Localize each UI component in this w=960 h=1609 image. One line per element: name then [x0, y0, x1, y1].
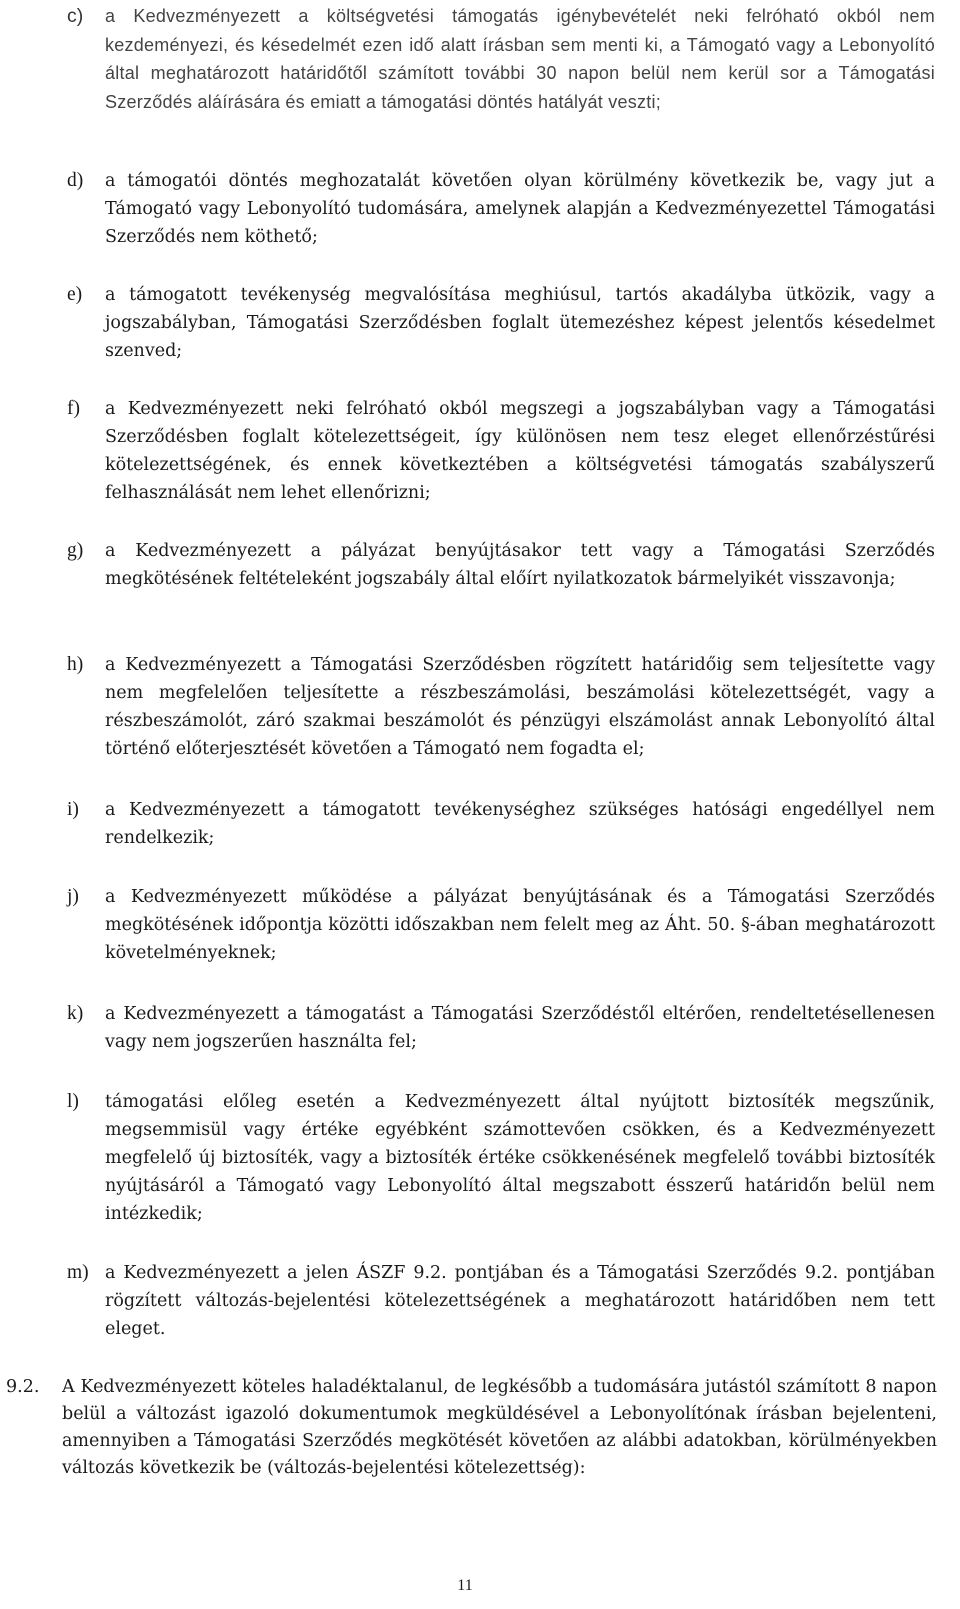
- list-marker: m): [67, 1262, 89, 1283]
- list-item-text: a Kedvezményezett a támogatást a Támogatási Szerződéstől eltérően, rendeltetésellenesen vagy nem jogszerűen használta fel;: [105, 1004, 935, 1052]
- list-marker: l): [67, 1091, 79, 1112]
- list-item-text: a támogatói döntés meghozatalát követően olyan körülmény következik be, vagy jut a Támogató vagy Lebonyolító tudomására, amelynek alapján a Kedvezményezettel Támogatási Szerződés nem köthető;: [105, 171, 935, 247]
- list-item-text: a Kedvezményezett a pályázat benyújtásakor tett vagy a Támogatási Szerződés megkötésének feltételeként jogszabály által előírt nyilatkozatok bármelyikét visszavonja;: [105, 541, 935, 589]
- list-marker: i): [67, 799, 79, 820]
- section-text: A Kedvezményezett köteles haladéktalanul, de legkésőbb a tudomására jutástól számított 8 napon belül a változást igazoló dokumentumok megküldésével a Lebonyolítónak írásban bejelenteni, amennyiben a Támogatási Szerződés megkötését követően az alábbi adatokban, körülményekben változás következik be (változás-bejelentési kötelezettség):: [62, 1377, 937, 1478]
- list-item-text: a Kedvezményezett a Támogatási Szerződésben rögzített határidőig sem teljesítette vagy nem megfelelően teljesítette a részbeszámolási, beszámolási kötelezettségét, vagy a részbeszámolót, záró szakmai beszámolót és pénzügyi elszámolást annak Lebonyolító által történő előterjesztését követően a Támogató nem fogadta el;: [105, 655, 935, 759]
- list-item-text: a Kedvezményezett a költségvetési támogatás igénybevételét neki felróható okból nem kezdeményezi, és késedelmét ezen idő alatt írásban sem menti ki, a Támogató vagy a Lebonyolító által meghatározott határidőtől számított további 30 napon belül nem kerül sor a Támogatási Szerződés aláírására és emiatt a támogatási döntés hatályát veszti;: [105, 6, 935, 112]
- list-marker: g): [67, 540, 84, 561]
- list-marker: h): [67, 654, 84, 675]
- section-number: 9.2.: [6, 1377, 40, 1397]
- page-number: 11: [457, 1577, 473, 1594]
- list-item-text: a támogatott tevékenység megvalósítása meghiúsul, tartós akadályba ütközik, vagy a jogszabályban, Támogatási Szerződésben foglalt ütemezéshez képest jelentős késedelmet szenved;: [105, 285, 935, 361]
- list-marker: f): [67, 398, 80, 419]
- list-item-text: a Kedvezményezett működése a pályázat benyújtásának és a Támogatási Szerződés megkötésének időpontja közötti időszakban nem felelt meg az Áht. 50. §-ában meghatározott követelményeknek;: [105, 887, 935, 963]
- list-marker: k): [67, 1003, 84, 1024]
- list-item-text: a Kedvezményezett neki felróható okból megszegi a jogszabályban vagy a Támogatási Szerződésben foglalt kötelezettségeit, így különösen nem tesz eleget ellenőrzéstűrési kötelezettségének, és ennek következtében a költségvetési támogatás szabályszerű felhasználását nem lehet ellenőrizni;: [105, 399, 935, 503]
- list-marker: c): [67, 5, 84, 27]
- list-marker: j): [67, 886, 79, 907]
- list-marker: d): [67, 170, 84, 191]
- list-item-text: támogatási előleg esetén a Kedvezményezett által nyújtott biztosíték megszűnik, megsemmisül vagy értéke egyébként számottevően csökken, és a Kedvezményezett megfelelő új biztosíték, vagy a biztosíték értéke csökkenésének megfelelő további biztosíték nyújtásáról a Támogató vagy Lebonyolító által megszabott ésszerű határidőn belül nem intézkedik;: [105, 1092, 935, 1224]
- list-marker: e): [67, 284, 83, 305]
- list-item-text: a Kedvezményezett a támogatott tevékenységhez szükséges hatósági engedéllyel nem rendelkezik;: [105, 800, 935, 848]
- list-item-text: a Kedvezményezett a jelen ÁSZF 9.2. pontjában és a Támogatási Szerződés 9.2. pontjában rögzített változás-bejelentési kötelezettségének a meghatározott határidőben nem tett eleget.: [105, 1263, 935, 1339]
